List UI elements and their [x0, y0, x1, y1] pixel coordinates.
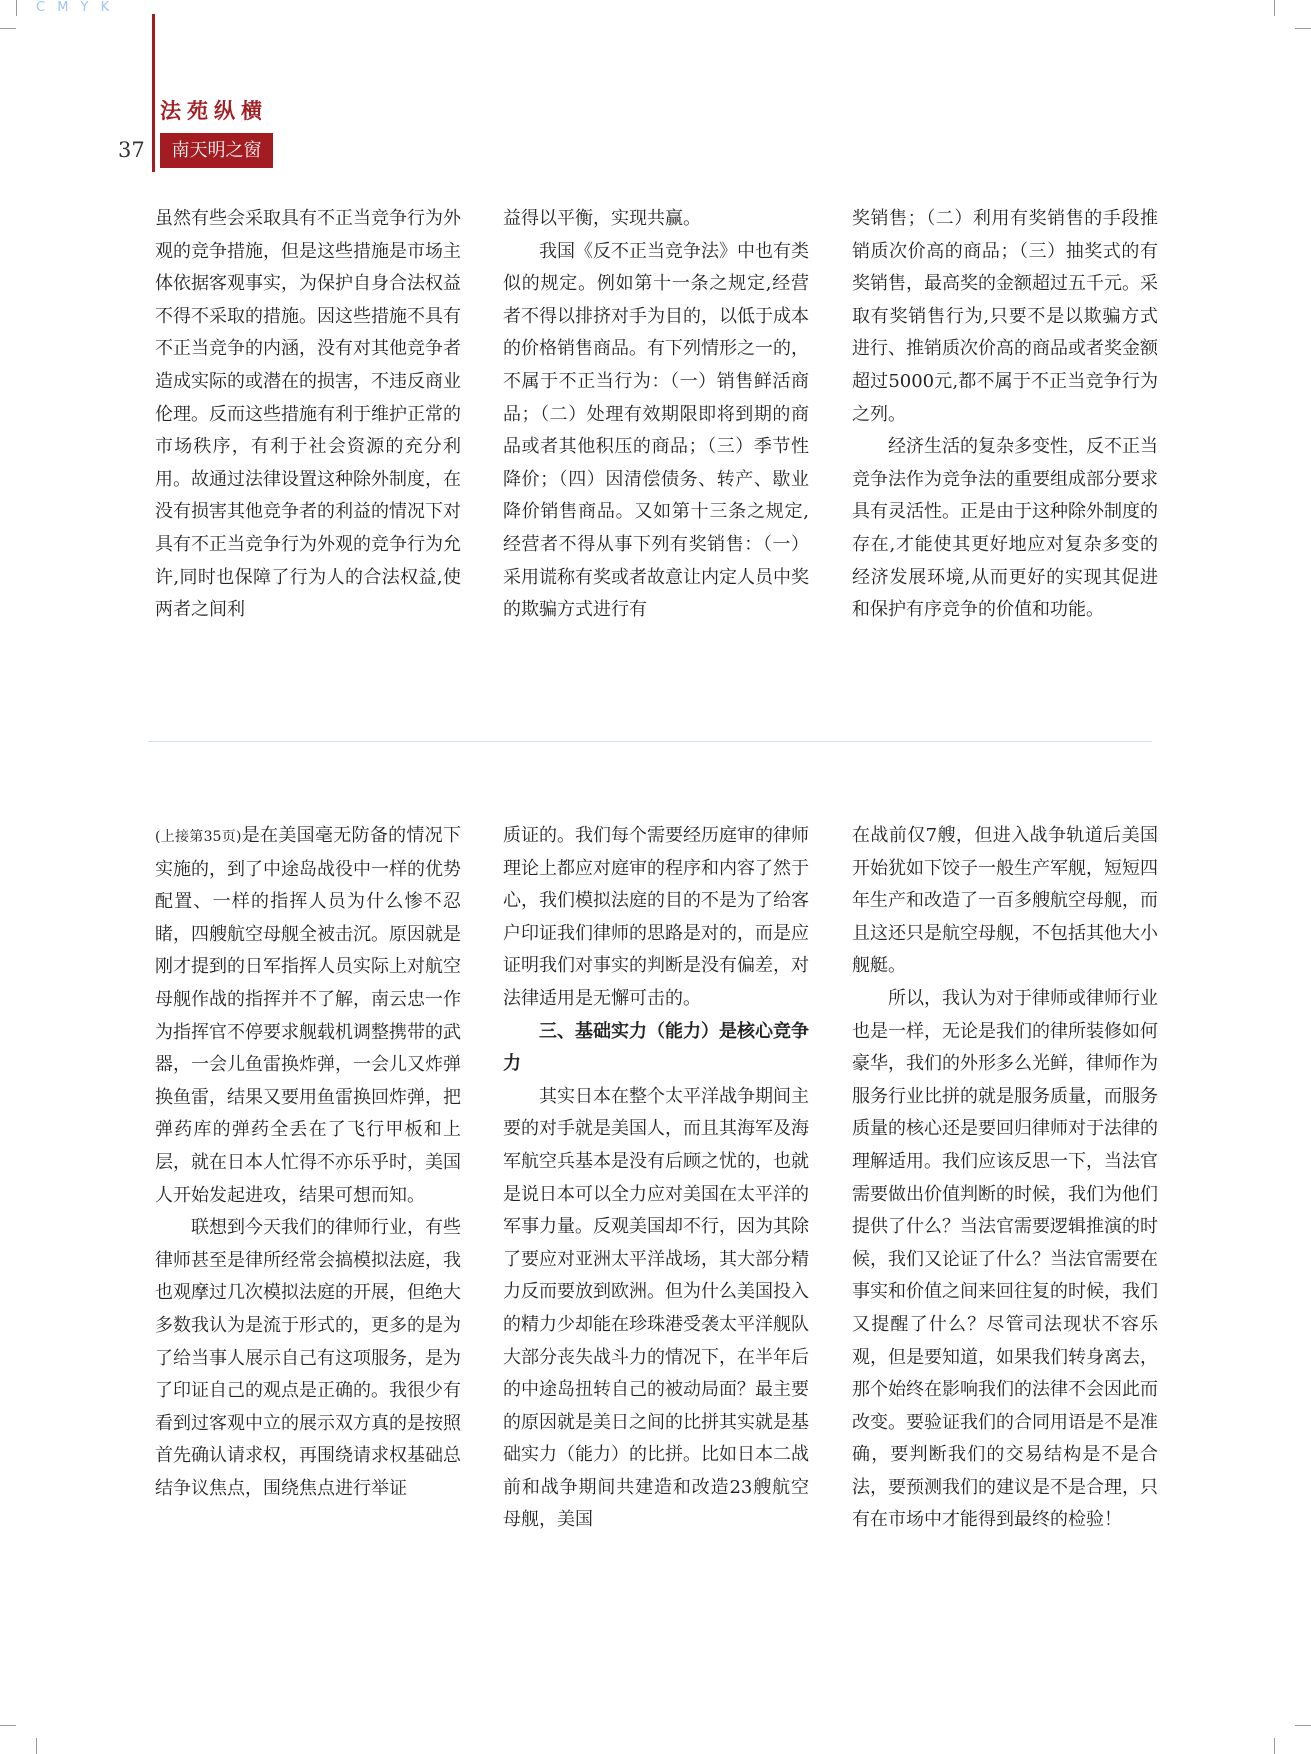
header-red-rule [152, 14, 155, 172]
paragraph: 在战前仅7艘，但进入战争轨道后美国开始犹如下饺子一般生产军舰，短短四年生产和改造了一百多艘航空母舰，而且这还只是航空母舰，不包括其他大小舰艇。 [852, 825, 1158, 977]
crop-mark-bl-v [36, 1738, 37, 1754]
paragraph [155, 820, 461, 1212]
article-a-column-1 [155, 203, 461, 627]
paragraph: 经济生活的复杂多变性，反不正当竞争法作为竞争法的重要组成部分要求具有灵活性。正是由于这种除外制度的存在,才能使其更好地应对复杂多变的经济发展环境,从而更好的实现其促进和保护有序竞争的价值和功能。 [852, 436, 1158, 621]
crop-mark-tr-v [1274, 0, 1275, 16]
article-b-column-3 [852, 820, 1158, 1537]
crop-mark-tl-v [16, 0, 17, 16]
crop-mark-tl-h [0, 28, 16, 29]
crop-mark-tr-h [1295, 28, 1311, 29]
paragraph: 虽然有些会采取具有不正当竞争行为外观的竞争措施，但是这些措施是市场主体依据客观事实，为保护自身合法权益不得不采取的措施。因这些措施不具有不正当竞争的内涵，没有对其他竞争者造成实际的或潜在的损害，不违反商业伦理。反而这些措施有利于维护正常的市场秩序，有利于社会资源的充分利用。故通过法律设置这种除外制度，在没有损害其他竞争者的利益的情况下对具有不正当竞争行为外观的竞争行为允许,同时也保障了行为人的合法权益,使两者之间利 [155, 208, 461, 621]
page-number: 37 [118, 138, 145, 162]
crop-mark-br-v [1274, 1738, 1275, 1754]
paragraph: 益得以平衡，实现共赢。 [503, 208, 701, 229]
section-title: 法苑纵横 [160, 99, 268, 123]
paragraph: 其实日本在整个太平洋战争期间主要的对手就是美国人，而且其海军及海军航空兵基本是没有后顾之忧的，也就是说日本可以全力应对美国在太平洋的军事力量。反观美国却不行，因为其除了要应对亚洲太平洋战场，其大部分精力反而要放到欧洲。但为什么美国投入的精力少却能在珍珠港受袭太平洋舰队大部分丧失战斗力的情况下，在半年后的中途岛扭转自己的被动局面？最主要的原因就是美日之间的比拼其实就是基础实力（能力）的比拼。比如日本二战前和战争期间共建造和改造23艘航空母舰，美国 [503, 1085, 809, 1531]
section-heading: 三、基础实力（能力）是核心竞争力 [503, 1020, 809, 1075]
continuation-reference: (上接第35页) [155, 829, 242, 845]
paragraph: 质证的。我们每个需要经历庭审的律师理论上都应对庭审的程序和内容了然于心，我们模拟法庭的目的不是为了给客户印证我们律师的思路是对的，而是应证明我们对事实的判断是没有偏差，对法律适用是无懈可击的。 [503, 825, 809, 1009]
paragraph-text: 是在美国毫无防备的情况下实施的，到了中途岛战役中一样的优势配置、一样的指挥人员为什么惨不忍睹，四艘航空母舰全被击沉。原因就是刚才提到的日军指挥人员实际上对航空母舰作战的指挥并不了解，南云忠一作为指挥官不停要求舰载机调整携带的武器，一会儿鱼雷换炸弹，一会儿又炸弹换鱼雷，结果又要用鱼雷换回炸弹，把弹药库的弹药全丢在了飞行甲板和上层，就在日本人忙得不亦乐乎时，美国人开始发起进攻，结果可想而知。 [155, 825, 461, 1206]
paragraph: 奖销售；（二）利用有奖销售的手段推销质次价高的商品；（三）抽奖式的有奖销售，最高奖的金额超过五千元。采取有奖销售行为,只要不是以欺骗方式进行、推销质次价高的商品或者奖金额超过5000元,都不属于不正当竞争行为之列。 [852, 208, 1158, 425]
article-a-column-3 [852, 203, 1158, 627]
article-b-column-2 [503, 820, 809, 1537]
paragraph: 我国《反不正当竞争法》中也有类似的规定。例如第十一条之规定,经营者不得以排挤对手为目的，以低于成本的价格销售商品。有下列情形之一的，不属于不正当行为：（一）销售鲜活商品；（二）处理有效期限即将到期的商品或者其他积压的商品；（三）季节性降价；（四）因清偿债务、转产、歇业降价销售商品。又如第十三条之规定,经营者不得从事下列有奖销售：（一）采用谎称有奖或者故意让内定人员中奖的欺骗方式进行有 [503, 240, 809, 621]
crop-mark-br-h [1295, 1725, 1311, 1726]
article-a-column-2 [503, 203, 809, 627]
column-name-badge: 南天明之窗 [160, 133, 273, 168]
article-divider [148, 741, 1152, 742]
article-b-column-1 [155, 820, 461, 1505]
cmyk-registration-mark: C M Y K [36, 0, 114, 15]
paragraph: 所以，我认为对于律师或律师行业也是一样，无论是我们的律所装修如何豪华，我们的外形多么光鲜，律师作为服务行业比拼的就是服务质量，而服务质量的核心还是要回归律师对于法律的理解适用。我们应该反思一下，当法官需要做出价值判断的时候，我们为他们提供了什么？当法官需要逻辑推演的时候，我们又论证了什么？当法官需要在事实和价值之间来回往复的时候，我们又提醒了什么？尽管司法现状不容乐观，但是要知道，如果我们转身离去，那个始终在影响我们的法律不会因此而改变。要验证我们的合同用语是不是准确，要判断我们的交易结构是不是合法，要预测我们的建议是不是合理，只有在市场中才能得到最终的检验！ [852, 987, 1158, 1531]
paragraph: 联想到今天我们的律师行业，有些律师甚至是律所经常会搞模拟法庭，我也观摩过几次模拟法庭的开展，但绝大多数我认为是流于形式的，更多的是为了给当事人展示自己有这项服务，是为了印证自己的观点是正确的。我很少有看到过客观中立的展示双方真的是按照首先确认请求权，再围绕请求权基础总结争议焦点，围绕焦点进行举证 [155, 1217, 461, 1499]
crop-mark-bl-h [0, 1725, 16, 1726]
